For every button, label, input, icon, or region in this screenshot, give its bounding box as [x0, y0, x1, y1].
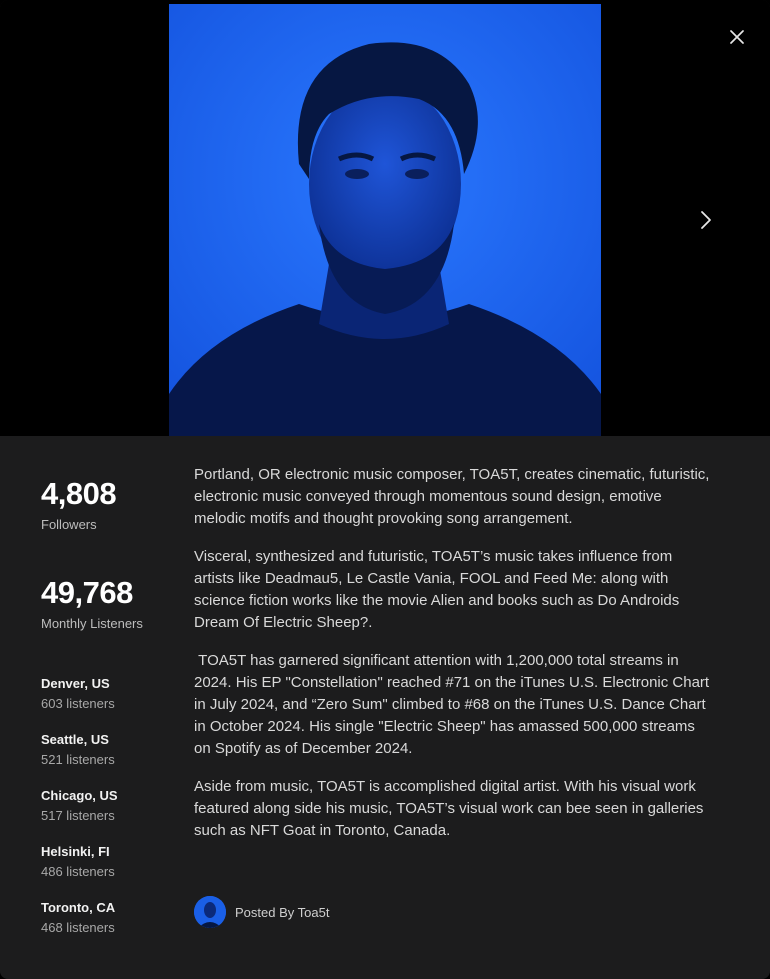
artist-photo-gallery — [0, 0, 770, 436]
avatar — [194, 896, 226, 928]
bio-paragraph: TOA5T has garnered significant attention with 1,200,000 total streams in 2024. His EP "Constellation" reached #71 on the iTunes U.S. Electronic Chart in July 2024, and “Zero Sum" climbed to #68 on the iTunes U.S. Dance Chart in October 2024. His single "Electric Sheep" has amassed 500,000 streams on Spotify as of December 2024. — [194, 652, 714, 757]
city-name: Toronto, CA — [41, 900, 116, 915]
bio-paragraph: Visceral, synthesized and futuristic, TOA5T’s music takes influence from artists like Deadmau5, Le Castle Vania, FOOL and Feed Me: along with science fiction works like the movie Alien and books such as Do Androids Dream Of Electric Sheep?. — [194, 548, 680, 631]
followers-count: 4,808 — [41, 476, 117, 511]
city-listeners: 521 listeners — [41, 752, 115, 767]
close-button[interactable] — [724, 24, 750, 50]
city-listeners: 486 listeners — [41, 864, 115, 879]
chevron-right-icon — [700, 210, 712, 230]
artist-info-panel — [0, 436, 770, 979]
city-name: Seattle, US — [41, 732, 109, 747]
close-icon — [730, 30, 744, 44]
artist-bio — [194, 464, 714, 858]
posted-by[interactable] — [194, 896, 329, 928]
city-name: Helsinki, FI — [41, 844, 110, 859]
city-name: Chicago, US — [41, 788, 118, 803]
posted-by-label: Posted By Toa5t — [235, 904, 330, 920]
artist-portrait-illustration — [169, 4, 601, 436]
followers-label: Followers — [41, 517, 97, 532]
monthly-listeners-count: 49,768 — [41, 575, 133, 610]
city-listeners: 468 listeners — [41, 920, 115, 935]
city-listeners: 517 listeners — [41, 808, 115, 823]
artist-photo — [169, 4, 601, 436]
next-photo-button[interactable] — [692, 204, 720, 236]
avatar-image — [194, 896, 226, 928]
monthly-listeners-label: Monthly Listeners — [41, 616, 143, 631]
city-listeners: 603 listeners — [41, 696, 115, 711]
city-name: Denver, US — [41, 676, 110, 691]
bio-paragraph: Aside from music, TOA5T is accomplished digital artist. With his visual work featured along side his music, TOA5T’s visual work can bee seen in galleries such as NFT Goat in Toronto, Canada. — [194, 778, 704, 839]
bio-paragraph: Portland, OR electronic music composer, TOA5T, creates cinematic, futuristic, electronic music conveyed through momentous sound design, emotive melodic motifs and thought provoking song arrangement. — [194, 466, 710, 527]
